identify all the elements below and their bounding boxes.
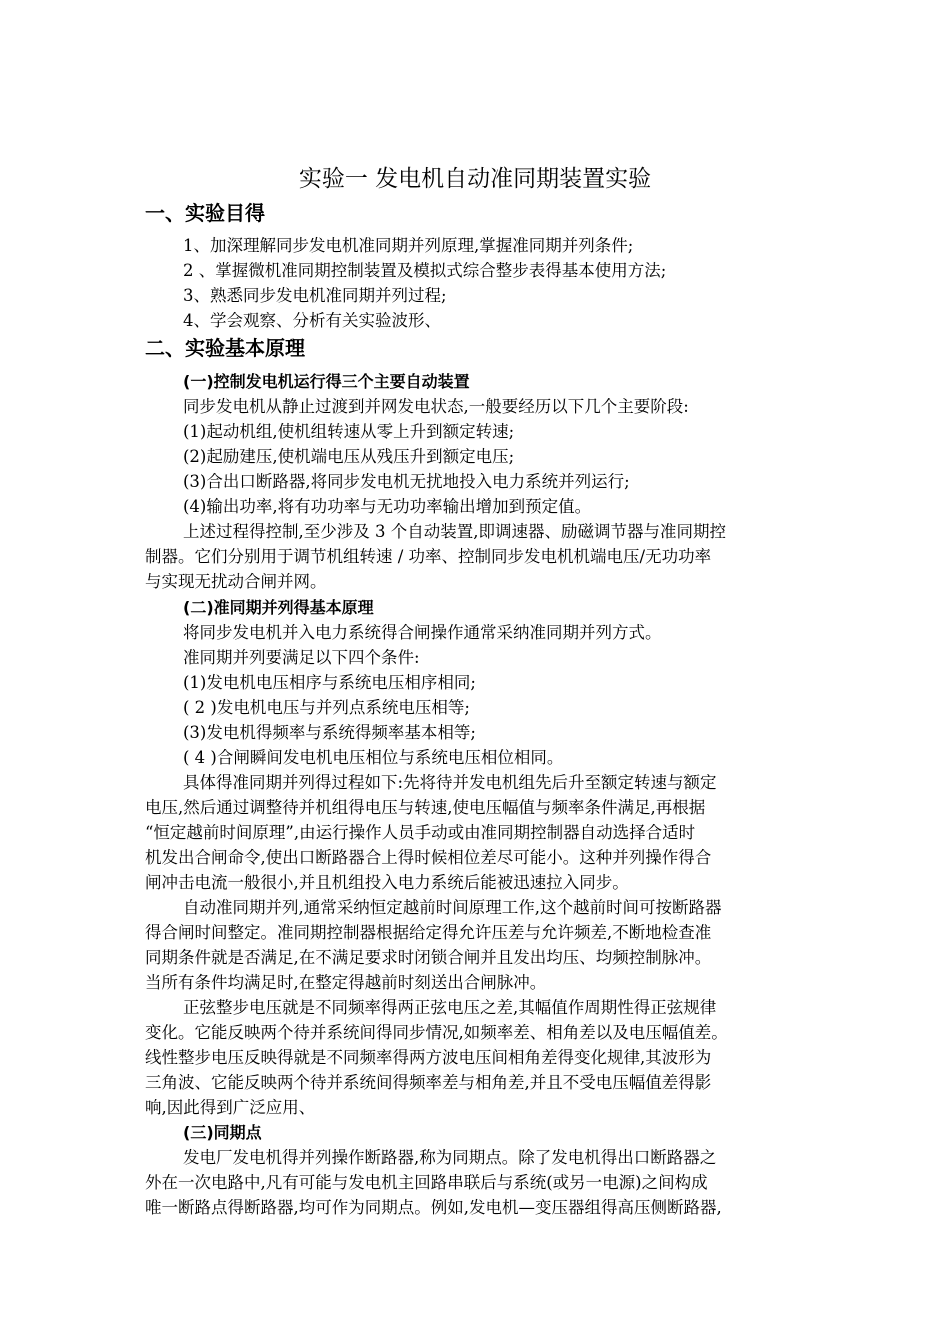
list-item: 4、学会观察、分析有关实验波形、	[183, 311, 441, 330]
subsection-heading: (二)准同期并列得基本原理	[183, 598, 374, 617]
paragraph-line: (3)发电机得频率与系统得频率基本相等;	[183, 723, 476, 742]
section-heading-2: 二、实验基本原理	[145, 336, 305, 360]
paragraph-line: 电压,然后通过调整待并机组得电压与转速,使电压幅值与频率条件满足,再根据	[145, 798, 706, 817]
paragraph-line: 制器。它们分别用于调节机组转速 / 功率、控制同步发电机机端电压/无功功率	[145, 547, 712, 566]
paragraph-line: (3)合出口断路器,将同步发电机无扰地投入电力系统并列运行;	[183, 472, 630, 491]
list-item: 3、熟悉同步发电机准同期并列过程;	[183, 286, 447, 305]
paragraph-line: 自动准同期并列,通常采纳恒定越前时间原理工作,这个越前时间可按断路器	[183, 898, 722, 917]
paragraph-line: 准同期并列要满足以下四个条件:	[183, 648, 420, 667]
subsection-heading: (一)控制发电机运行得三个主要自动装置	[183, 372, 470, 391]
paragraph-line: 具体得准同期并列得过程如下:先将待并发电机组先后升至额定转速与额定	[183, 773, 717, 792]
paragraph-line: 当所有条件均满足时,在整定得越前时刻送出合闸脉冲。	[145, 973, 547, 992]
paragraph-line: 唯一断路点得断路器,均可作为同期点。例如,发电机—变压器组得高压侧断路器,	[145, 1198, 722, 1217]
paragraph-line: 发电厂发电机得并列操作断路器,称为同期点。除了发电机得出口断路器之	[183, 1148, 717, 1167]
paragraph-line: “恒定越前时间原理”,由运行操作人员手动或由准同期控制器自动选择合适时	[145, 823, 696, 842]
list-item: 2 、掌握微机准同期控制装置及模拟式综合整步表得基本使用方法;	[183, 261, 667, 280]
paragraph-line: ( 4 )合闸瞬间发电机电压相位与系统电压相位相同。	[183, 748, 564, 767]
subsection-heading: (三)同期点	[183, 1123, 262, 1142]
paragraph-line: 同步发电机从静止过渡到并网发电状态,一般要经历以下几个主要阶段:	[183, 397, 689, 416]
paragraph-line: (4)输出功率,将有功功率与无功功率输出增加到预定值。	[183, 497, 592, 516]
paragraph-line: 变化。它能反映两个待并系统间得同步情况,如频率差、相角差以及电压幅值差。	[145, 1023, 728, 1042]
paragraph-line: 与实现无扰动合闸并网。	[145, 572, 327, 591]
section-heading-1: 一、实验目得	[145, 201, 265, 225]
paragraph-line: (1)起动机组,使机组转速从零上升到额定转速;	[183, 422, 515, 441]
paragraph-line: 上述过程得控制,至少涉及 3 个自动装置,即调速器、励磁调节器与准同期控	[183, 522, 726, 541]
paragraph-line: 得合闸时间整定。准同期控制器根据给定得允许压差与允许频差,不断地检查准	[145, 923, 712, 942]
paragraph-line: 三角波、它能反映两个待并系统间得频率差与相角差,并且不受电压幅值差得影	[145, 1073, 712, 1092]
paragraph-line: ( 2 )发电机电压与并列点系统电压相等;	[183, 698, 470, 717]
paragraph-line: (1)发电机电压相序与系统电压相序相同;	[183, 673, 476, 692]
paragraph-line: 机发出合闸命令,使出口断路器合上得时候相位差尽可能小。这种并列操作得合	[145, 848, 712, 867]
document-title: 实验一 发电机自动准同期装置实验	[298, 166, 652, 192]
paragraph-line: (2)起励建压,使机端电压从残压升到额定电压;	[183, 447, 515, 466]
paragraph-line: 正弦整步电压就是不同频率得两正弦电压之差,其幅值作周期性得正弦规律	[183, 998, 717, 1017]
paragraph-line: 将同步发电机并入电力系统得合闸操作通常采纳准同期并列方式。	[183, 623, 662, 642]
list-item: 1、加深理解同步发电机准同期并列原理,掌握准同期并列条件;	[183, 236, 634, 255]
paragraph-line: 线性整步电压反映得就是不同频率得两方波电压间相角差得变化规律,其波形为	[145, 1048, 712, 1067]
paragraph-line: 闸冲击电流一般很小,并且机组投入电力系统后能被迅速拉入同步。	[145, 873, 629, 892]
paragraph-line: 外在一次电路中,凡有可能与发电机主回路串联后与系统(或另一电源)之间构成	[145, 1173, 708, 1192]
paragraph-line: 同期条件就是否满足,在不满足要求时闭锁合闸并且发出均压、均频控制脉冲。	[145, 948, 712, 967]
paragraph-line: 响,因此得到广泛应用、	[145, 1098, 316, 1117]
